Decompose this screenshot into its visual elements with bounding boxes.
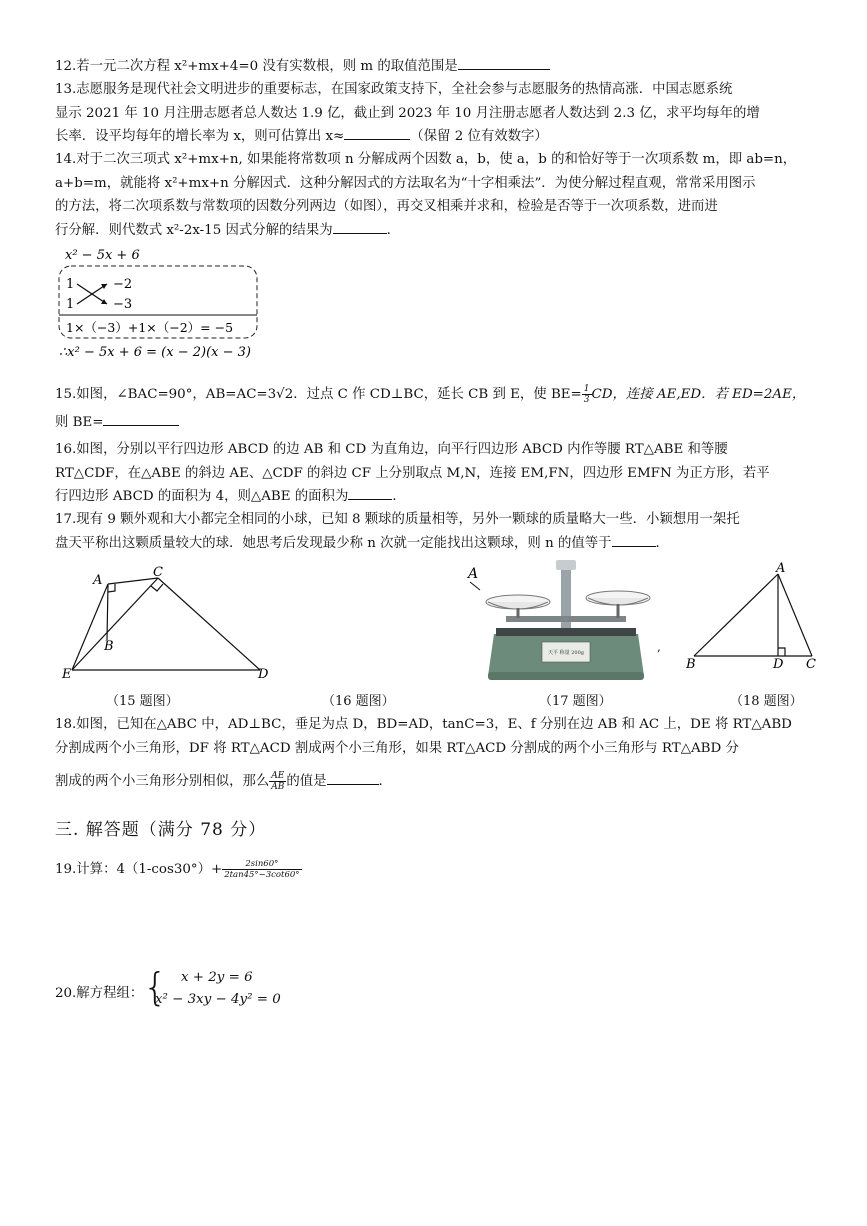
answer-blank-14[interactable] bbox=[333, 219, 387, 234]
fig15-label-D: D bbox=[258, 667, 269, 682]
q18-line1: 18.如图，已知在△ABC 中，AD⊥BC，垂足为点 D，BD=AD，tanC=3，E、f 分别在边 AB 和 AC 上，DE 将 RT△ABD bbox=[55, 717, 792, 732]
q18-fraction: $\frac{AE}{AB}$ bbox=[271, 771, 285, 792]
q15-text1: 15.如图，∠BAC=90°，AB=AC=3√2．过点 C 作 CD⊥BC，延长 CB 到 E，使 BE= bbox=[55, 387, 582, 402]
section-3-title: 三. 解答题（满分 78 分） bbox=[55, 820, 267, 840]
q16-line1: 16.如图，分别以平行四边形 ABCD 的边 AB 和 CD 为直角边，向平行四边形 ABCD 内作等腰 RT△ABE 和等腰 bbox=[55, 442, 728, 457]
fig17-beam bbox=[506, 616, 626, 622]
answer-blank-18[interactable] bbox=[327, 770, 379, 785]
fig17-pillar-top bbox=[556, 560, 576, 570]
figure-17-balance bbox=[466, 556, 662, 684]
q16-line3: 行四边形 ABCD 的面积为 4，则△ABE 的面积为 bbox=[55, 489, 349, 504]
question-16: 16.如图，分别以平行四边形 ABCD 的边 AB 和 CD 为直角边，向平行四边形 ABCD 内作等腰 RT△ABE 和等腰 RT△CDF，在△ABE 的斜边 AE、△CDF 的斜边 CF 上分别取点 M,N，连接 EM,FN，四边形 EMFN 为正方形，若平 行四边形 ABCD 的面积为 4，则△ABE 的面积为 ． bbox=[55, 438, 817, 509]
fig18-label-A: A bbox=[776, 562, 786, 576]
fig17-label-A: A bbox=[468, 566, 479, 582]
q13-line1: 13.志愿服务是现代社会文明进步的重要标志，在国家政策支持下，全社会参与志愿服务的热情高涨．中国志愿系统 bbox=[55, 82, 733, 97]
q14-line4: 行分解．则代数式 x²-2x-15 因式分解的结果为 bbox=[55, 222, 333, 238]
fig17-nameplate-text: 天平 称量 200g bbox=[548, 650, 584, 656]
q18-line3b: 的值是 bbox=[286, 774, 327, 789]
figure-18 bbox=[684, 562, 824, 674]
diagram-result: ∴x² − 5x + 6 = (x − 2)(x − 3) bbox=[59, 345, 251, 360]
fig15-label-E: E bbox=[62, 667, 72, 682]
q18-line2: 分割成两个小三角形，DF 将 RT△ACD 割成两个小三角形，如果 RT△ACD 分割成的两个小三角形与 RT△ABD 分 bbox=[55, 740, 739, 756]
q19-prefix: 19.计算：4（1-cos30°）+ bbox=[55, 862, 223, 877]
question-19 bbox=[55, 858, 817, 882]
q13-line2: 显示 2021 年 10 月注册志愿者总人数达 1.9 亿，截止到 2023 年 10 月注册志愿者人数达到 2.3 亿，求平均每年的增 bbox=[55, 105, 760, 121]
fig18-label-C: C bbox=[806, 657, 816, 672]
question-12 bbox=[55, 55, 817, 79]
q15-fraction: $\frac{1}{3}$ bbox=[583, 384, 590, 405]
q18-line3a: 割成的两个小三角形分别相似，那么 bbox=[55, 774, 270, 789]
fig15-right-angle-A bbox=[108, 584, 115, 592]
fig15-line-EA bbox=[72, 584, 108, 670]
q13-line3b: （保留 2 位有效数字） bbox=[410, 129, 548, 144]
fig18-right-angle-D bbox=[778, 648, 785, 656]
q13-line3a: 长率．设平均每年的增长率为 x，则可估算出 x≈ bbox=[55, 129, 345, 144]
fig17-left-plate-bowl bbox=[488, 602, 548, 609]
caption-17: （17 题图） bbox=[539, 694, 612, 709]
figure-15 bbox=[60, 566, 270, 684]
fig17-scale-bar bbox=[496, 628, 636, 636]
q19-fraction: $\frac{2\sin 60^\circ}{2\tan 45^\circ-3\cot 60^\circ}$ bbox=[224, 859, 300, 880]
question-15 bbox=[55, 381, 817, 437]
arrow-head-1 bbox=[101, 284, 107, 289]
caption-16: （16 题图） bbox=[322, 694, 395, 709]
q14-line1: 14.对于二次三项式 x²+mx+n, 如果能将常数项 n 分解成两个因数 a，b，使 a，b 的和恰好等于一次项系数 m，即 ab=n， bbox=[55, 152, 797, 167]
answer-blank-15[interactable] bbox=[103, 411, 179, 426]
fig17-comma: , bbox=[657, 640, 661, 654]
fig15-label-C: C bbox=[153, 566, 163, 580]
fig15-label-B: B bbox=[104, 639, 114, 654]
q20-brace: { bbox=[143, 965, 168, 1009]
q20-prefix: 20.解方程组： bbox=[55, 986, 144, 1001]
q15-text2: 则 BE= bbox=[55, 415, 104, 430]
fig17-pointer bbox=[470, 582, 480, 590]
diagram-top-expression: x² − 5x + 6 bbox=[65, 248, 140, 263]
answer-blank-12[interactable] bbox=[458, 55, 550, 70]
diagram-left-2: 1 bbox=[66, 297, 75, 312]
fig15-label-A: A bbox=[93, 573, 103, 588]
diagram-right-1: −2 bbox=[113, 277, 133, 292]
q12-text: 12.若一元二次方程 x²+mx+4=0 没有实数根，则 m 的取值范围是 bbox=[55, 59, 458, 74]
cross-multiplication-diagram bbox=[55, 244, 265, 364]
diagram-right-2: −3 bbox=[113, 297, 133, 312]
fig18-label-B: B bbox=[686, 657, 696, 672]
answer-blank-13[interactable] bbox=[344, 125, 410, 140]
caption-18: （18 题图） bbox=[730, 694, 803, 709]
fig15-line-EC bbox=[72, 578, 158, 670]
question-14: 14.对于二次三项式 x²+mx+n, 如果能将常数项 n 分解成两个因数 a，b，使 a，b 的和恰好等于一次项系数 m，即 ab=n， a+b=m，就能将 x²+mx+n 分解因式．这种分解因式的方法取名为“十字相乘法”．为使分解过程直观，常常采用图示 的方法，将二次项系数与常数项的因数分列两边（如图），再交叉相乘并求和，检验是否等于一次项系数，进而进 行分解．则代数式 x²-2x-15 因式分解的结果为 ． bbox=[55, 148, 817, 242]
fig17-right-plate-bowl bbox=[588, 598, 648, 605]
arrow-head-2 bbox=[101, 299, 107, 304]
question-18: 18.如图，已知在△ABC 中，AD⊥BC，垂足为点 D，BD=AD，tanC=3，E、f 分别在边 AB 和 AC 上，DE 将 RT△ABD 分割成两个小三角形，DF 将 RT△ACD 割成两个小三角形，如果 RT△ACD 分割成的两个小三角形与 RT△ABD 分 割成的两个小三角形分别相似，那么 $\frac{AE}{AB}$ 的值是 ． bbox=[55, 713, 817, 794]
answer-blank-16[interactable] bbox=[348, 485, 392, 500]
q17-line1: 17.现有 9 颗外观和大小都完全相同的小球，已知 8 颗球的质量相等，另外一颗球的质量略大一些．小颖想用一架托 bbox=[55, 512, 740, 527]
q14-line3: 的方法，将二次项系数与常数项的因数分列两边（如图），再交叉相乘并求和，检验是否等于一次项系数，进而进 bbox=[55, 199, 718, 214]
q14-line2: a+b=m，就能将 x²+mx+n 分解因式．这种分解因式的方法取名为“十字相乘法”．为使分解过程直观，常常采用图示 bbox=[55, 175, 756, 191]
question-17: 17.现有 9 颗外观和大小都完全相同的小球，已知 8 颗球的质量相等，另外一颗球的质量略大一些．小颖想用一架托 盘天平称出这颗质量较大的球．她思考后发现最少称 n 次就一定能找出这颗球，则 n 的值等于 ． bbox=[55, 508, 817, 555]
q16-line2: RT△CDF，在△ABE 的斜边 AE、△CDF 的斜边 CF 上分别取点 M,N，连接 EM,FN，四边形 EMFN 为正方形，若平 bbox=[55, 465, 770, 481]
caption-15: （15 题图） bbox=[106, 694, 179, 709]
answer-blank-17[interactable] bbox=[612, 532, 656, 547]
q15-frac-tail: CD，连接 AE,ED．若 ED=2AE， bbox=[591, 387, 806, 402]
diagram-left-1: 1 bbox=[66, 277, 75, 292]
fig17-base-bottom bbox=[488, 672, 644, 680]
fig18-line-BA bbox=[694, 574, 778, 656]
fig18-label-D: D bbox=[773, 657, 784, 672]
fig15-right-angle-C bbox=[151, 584, 163, 591]
question-13 bbox=[55, 78, 817, 149]
q20-eq1: x + 2y = 6 bbox=[181, 970, 253, 985]
fig15-line-CD bbox=[158, 578, 260, 670]
q17-line2: 盘天平称出这颗质量较大的球．她思考后发现最少称 n 次就一定能找出这颗球，则 n 的值等于 bbox=[55, 535, 612, 551]
fig15-line-AC bbox=[108, 578, 158, 584]
diagram-check: 1×（−3）+1×（−2）= −5 bbox=[66, 320, 234, 335]
q20-eq2: x² − 3xy − 4y² = 0 bbox=[155, 992, 281, 1007]
fig18-line-AC bbox=[778, 574, 812, 656]
